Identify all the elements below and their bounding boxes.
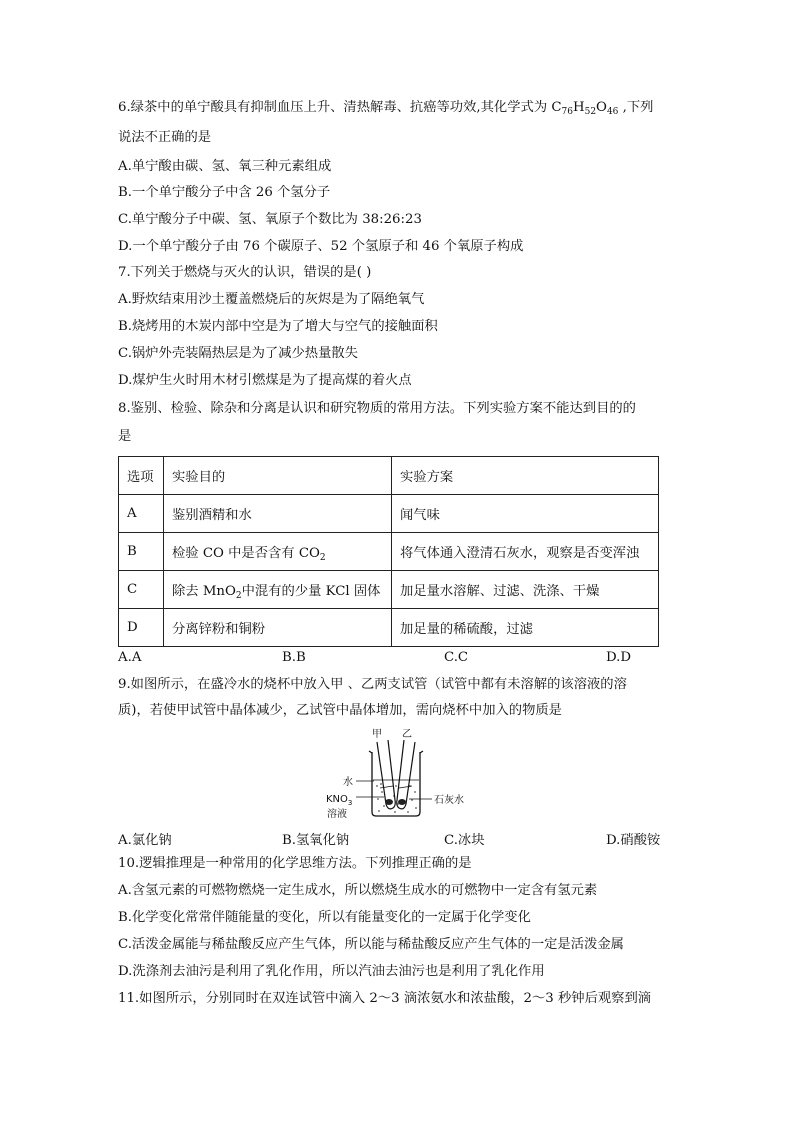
q8-answer-a: A.A [118, 650, 142, 665]
q11-stem: 11.如图所示，分别同时在双连试管中滴入 2～3 滴浓氨水和浓盐酸，2～3 秒钟后观察到滴 [118, 991, 652, 1006]
q8-answer-d: D.D [606, 650, 632, 665]
test-tube-yi [397, 740, 415, 809]
q9-option-d: D.硝酸铵 [606, 833, 661, 848]
table-header-plan: 实验方案 [392, 457, 659, 495]
q10-option-d: D.洗涤剂去油污是利用了乳化作用，所以汽油去油污也是利用了乳化作用 [118, 964, 545, 979]
experiment-table [118, 456, 659, 647]
q7-option-b: B.烧烤用的木炭内部中空是为了增大与空气的接触面积 [118, 319, 438, 334]
table-header-option: 选项 [119, 457, 164, 495]
q8-answer-b: B.B [282, 650, 306, 665]
table-cell-option: C [119, 571, 164, 609]
q7-option-c: C.锅炉外壳装隔热层是为了减少热量散失 [118, 346, 358, 361]
q10-option-a: A.含氢元素的可燃物燃烧一定生成水，所以燃烧生成水的可燃物中一定含有氢元素 [118, 883, 598, 898]
beaker [369, 751, 423, 816]
q9-option-b: B.氢氧化钠 [282, 833, 350, 848]
figure-label-solution: 溶液 [327, 809, 347, 820]
q6-stem-line1: 6.绿茶中的单宁酸具有抑制血压上升、清热解毒、抗癌等功效,其化学式为 $C_{76}H_{52}O_{46}$ ,下列 [118, 100, 654, 117]
table-row [119, 495, 659, 533]
q6-option-a: A.单宁酸由碳、氢、氧三种元素组成 [118, 159, 332, 174]
q6-option-b: B.一个单宁酸分子中含 26 个氢分子 [118, 185, 331, 200]
test-tube-jia [377, 740, 395, 809]
table-row [119, 609, 659, 647]
table-cell-purpose: 检验 CO 中是否含有 $CO_2$ [164, 533, 392, 571]
q8-stem-line1: 8.鉴别、检验、除杂和分离是认识和研究物质的常用方法。下列实验方案不能达到目的的 [118, 401, 636, 416]
q8-stem-line2: 是 [118, 429, 132, 444]
table-cell-purpose: 鉴别酒精和水 [164, 495, 392, 533]
table-cell-option: A [119, 495, 164, 533]
q6-stem-line2: 说法不正确的是 [118, 130, 212, 145]
table-cell-plan: 闻气味 [392, 495, 659, 533]
q7-option-a: A.野炊结束用沙土覆盖燃烧后的灰烬是为了隔绝氧气 [118, 292, 425, 307]
table-cell-purpose: 分离锌粉和铜粉 [164, 609, 392, 647]
table-cell-plan: 将气体通入澄清石灰水，观察是否变浑浊 [392, 533, 659, 571]
table-header-row [119, 457, 659, 495]
figure-label-water: 水 [343, 777, 353, 788]
q8-answer-c: C.C [444, 650, 469, 665]
q10-stem: 10.逻辑推理是一种常用的化学思维方法。下列推理正确的是 [118, 856, 472, 871]
figure-label-jia: 甲 [372, 729, 382, 740]
q9-option-c: C.冰块 [444, 833, 485, 848]
beaker-water [373, 780, 419, 813]
figure-label-limewater: 石灰水 [434, 795, 464, 806]
q10-option-c: C.活泼金属能与稀盐酸反应产生气体，所以能与稀盐酸反应产生气体的一定是活泼金属 [118, 937, 624, 952]
q9-stem-line2: 质)，若使甲试管中晶体减少，乙试管中晶体增加，需向烧杯中加入的物质是 [118, 703, 562, 718]
q7-option-d: D.煤炉生火时用木材引燃煤是为了提高煤的着火点 [118, 373, 412, 388]
table-cell-option: B [119, 533, 164, 571]
table-header-purpose: 实验目的 [164, 457, 392, 495]
table-cell-plan: 加足量水溶解、过滤、洗涤、干燥 [392, 571, 659, 609]
table-cell-option: D [119, 609, 164, 647]
q6-option-d: D.一个单宁酸分子由 76 个碳原子、52 个氢原子和 46 个氧原子构成 [118, 239, 524, 254]
table-row [119, 533, 659, 571]
q10-option-b: B.化学变化常常伴随能量的变化，所以有能量变化的一定属于化学变化 [118, 910, 531, 925]
q7-stem: 7.下列关于燃烧与灭火的认识，错误的是( ) [118, 265, 372, 280]
table-row [119, 571, 659, 609]
q9-stem-line1: 9.如图所示，在盛冷水的烧杯中放入甲 、乙两支试管（试管中都有未溶解的该溶液的溶 [118, 677, 627, 692]
figure-label-kno3: $KNO_3$ [326, 794, 353, 807]
figure-label-yi: 乙 [402, 729, 412, 740]
q9-option-a: A.氯化钠 [118, 833, 172, 848]
beaker-test-tubes-figure [322, 726, 482, 822]
table-cell-purpose: 除去 MnO$_2$中混有的少量 KCl 固体 [164, 571, 392, 609]
q6-option-c: C.单宁酸分子中碳、氢、氧原子个数比为 38:26:23 [118, 212, 422, 227]
table-cell-plan: 加足量的稀硫酸，过滤 [392, 609, 659, 647]
